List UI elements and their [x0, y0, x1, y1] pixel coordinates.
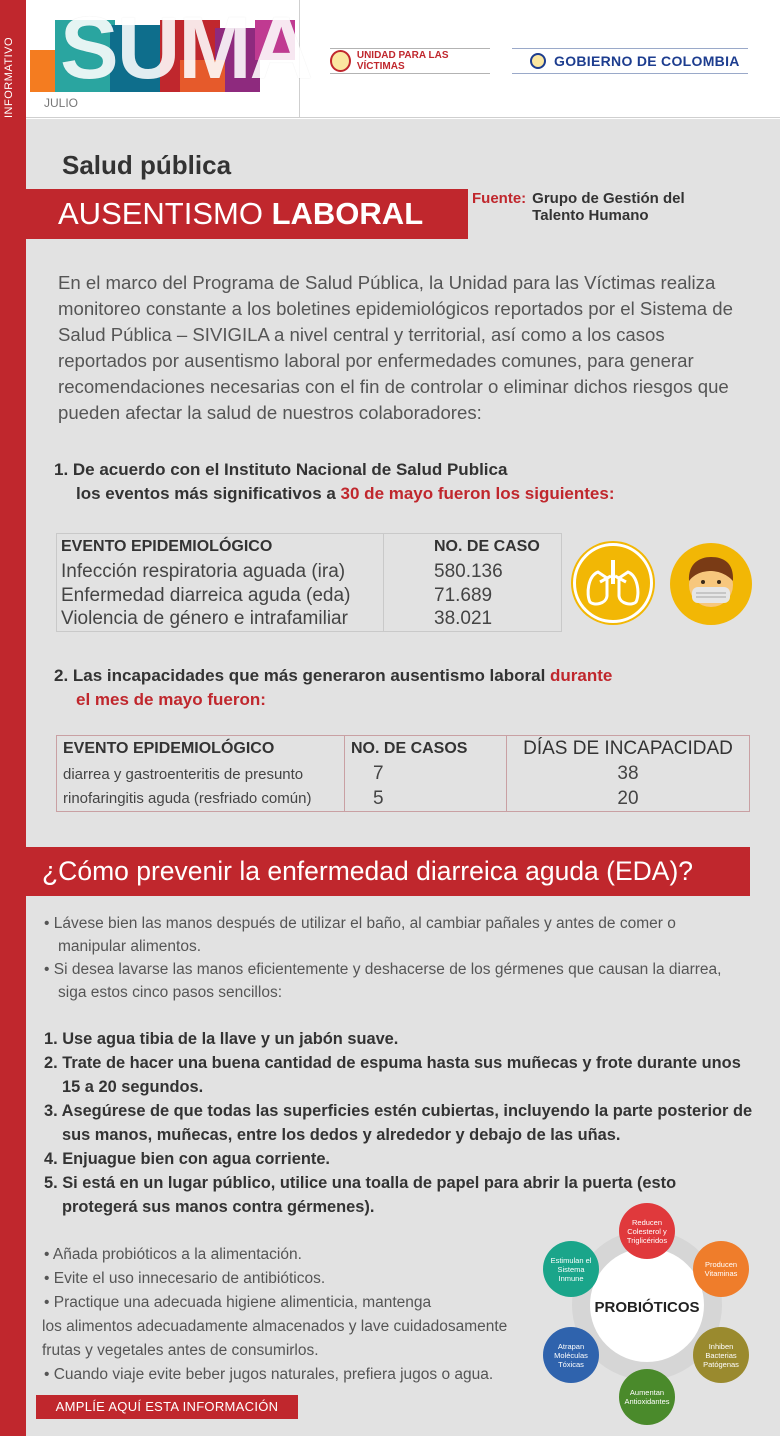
list-item: • Practique una adecuada higiene alimenticia, mantenga — [44, 1291, 544, 1315]
face-mask-icon — [670, 543, 752, 625]
hygiene-bullets — [44, 912, 744, 1004]
brand-text: GOBIERNO DE COLOMBIA — [554, 53, 740, 69]
source-line: Talento Humano — [532, 207, 649, 224]
table-header: NO. DE CASO — [384, 534, 562, 560]
gobierno-colombia-brand — [512, 48, 748, 74]
q1-highlight: 30 de mayo fueron los siguientes: — [340, 484, 615, 503]
header — [0, 0, 780, 118]
incapacity-table — [56, 735, 750, 812]
table-header: EVENTO EPIDEMIOLÓGICO — [57, 736, 345, 762]
table-header: DÍAS DE INCAPACIDAD — [507, 736, 750, 762]
logo-month: JULIO — [44, 96, 79, 110]
source-note — [472, 190, 685, 224]
probiotics-diagram — [540, 1197, 754, 1427]
probiotics-center-label: PROBIÓTICOS — [594, 1299, 700, 1316]
list-item: 3. Asegúrese de que todas las superficies estén cubiertas, incluyendo la parte posterior de sus manos, muñecas, entre los dedos y alrededor y debajo de las uñas. — [44, 1102, 753, 1144]
table-row — [57, 787, 750, 812]
more-info-button[interactable]: AMPLÍE AQUÍ ESTA INFORMACIÓN — [36, 1395, 298, 1419]
table-cell: 38.021 — [384, 608, 562, 632]
list-item: • Evite el uso innecesario de antibióticos. — [44, 1267, 544, 1291]
list-item: • Lávese bien las manos después de utilizar el baño, al cambiar pañales y antes de comer o manipular alimentos. — [44, 912, 744, 958]
vertical-label: INFORMATIVO — [3, 36, 15, 118]
list-item: los alimentos adecuadamente almacenados y lave cuidadosamente frutas y vegetales antes de consumirlos. — [42, 1318, 508, 1359]
table-header-row — [57, 736, 750, 762]
table-header: EVENTO EPIDEMIOLÓGICO — [57, 534, 384, 560]
intro-paragraph: En el marco del Programa de Salud Pública, la Unidad para las Víctimas realiza monitoreo constante a los boletines epidemiológicos reportados por el Sistema de Salud Pública – SIVIGILA a nivel central y territorial, así como a los casos reportados por ausentismo laboral por enfermedades comunes, para generar recomendaciones necesarias con el fin de controlar o eliminar dichos riesgos que pueden afectar la salud de nuestros colaboradores: — [58, 272, 733, 423]
section-title: Salud pública — [62, 150, 232, 180]
q2-highlight: durante — [550, 666, 613, 685]
probiotic-benefit: Atrapan Moléculas Tóxicas — [543, 1327, 599, 1383]
list-item: 2. Trate de hacer una buena cantidad de espuma hasta sus muñecas y frote durante unos 15 a 20 segundos. — [44, 1054, 741, 1096]
prevention-banner: ¿Cómo prevenir la enfermedad diarreica aguda (EDA)? — [26, 847, 750, 896]
unidad-victimas-brand — [330, 48, 490, 74]
table-cell: 7 — [345, 762, 507, 787]
table-row — [57, 584, 562, 608]
question-2 — [54, 664, 754, 712]
list-item: • Añada probióticos a la alimentación. — [44, 1243, 544, 1267]
probiotic-benefit: Reducen Colesterol y Triglicéridos — [619, 1203, 675, 1259]
handwash-steps — [44, 1027, 754, 1219]
q2-line: 2. Las incapacidades que más generaron ausentismo laboral — [54, 666, 551, 685]
banner-text-bold: LABORAL — [271, 196, 424, 231]
probiotic-benefit: Aumentan Antioxidantes — [619, 1369, 675, 1425]
table-cell: rinofaringitis aguda (resfriado común) — [57, 787, 345, 812]
list-item: 4. Enjuague bien con agua corriente. — [44, 1150, 330, 1168]
q1-line: 1. De acuerdo con el Instituto Nacional de Salud Publica — [54, 460, 508, 479]
q1-line: los eventos más significativos a — [76, 484, 341, 503]
probiotic-benefit: Producen Vitaminas — [693, 1241, 749, 1297]
list-item: • Si desea lavarse las manos eficientemente y deshacerse de los gérmenes que causan la diarrea, siga estos cinco pasos sencillos: — [44, 958, 744, 1004]
extra-tips — [44, 1243, 544, 1387]
q2-highlight: el mes de mayo fueron: — [76, 690, 266, 709]
table-cell: Violencia de género e intrafamiliar — [57, 608, 384, 632]
table-cell: 5 — [345, 787, 507, 812]
section-banner — [26, 189, 468, 239]
question-1 — [54, 458, 754, 506]
probiotic-benefit: Estimulan el Sistema Inmune — [543, 1241, 599, 1297]
table-cell: diarrea y gastroenteritis de presunto — [57, 762, 345, 787]
lungs-icon — [573, 543, 653, 623]
probiotic-benefit: Inhiben Bacterias Patógenas — [693, 1327, 749, 1383]
list-item: 1. Use agua tibia de la llave y un jabón suave. — [44, 1030, 399, 1048]
list-item: 5. Si está en un lugar público, utilice una toalla de papel para abrir la puerta (esto protegerá sus manos contra gérmenes). — [44, 1174, 677, 1216]
table-cell: 38 — [507, 762, 750, 787]
table-cell: Enfermedad diarreica aguda (eda) — [57, 584, 384, 608]
source-label: Fuente: — [472, 190, 527, 207]
seal-icon — [330, 50, 351, 72]
source-line: Grupo de Gestión del — [532, 190, 685, 207]
seal-icon — [530, 53, 546, 69]
banner-text-normal: AUSENTISMO — [58, 196, 272, 231]
table-cell: 71.689 — [384, 584, 562, 608]
table-header-row — [57, 534, 562, 560]
table-header: NO. DE CASOS — [345, 736, 507, 762]
table-cell: 580.136 — [384, 560, 562, 584]
suma-logo — [26, 0, 312, 118]
table-cell: 20 — [507, 787, 750, 812]
red-side-strip — [0, 0, 26, 1436]
logo-word: SUMA — [60, 0, 312, 97]
table-row — [57, 608, 562, 632]
table-cell: Infección respiratoria aguada (ira) — [57, 560, 384, 584]
list-item: • Cuando viaje evite beber jugos naturales, prefiera jugos o agua. — [44, 1363, 544, 1387]
table-row — [57, 762, 750, 787]
events-table — [56, 533, 562, 632]
brand-text: UNIDAD PARA LAS VÍCTIMAS — [356, 50, 449, 72]
table-row — [57, 560, 562, 584]
